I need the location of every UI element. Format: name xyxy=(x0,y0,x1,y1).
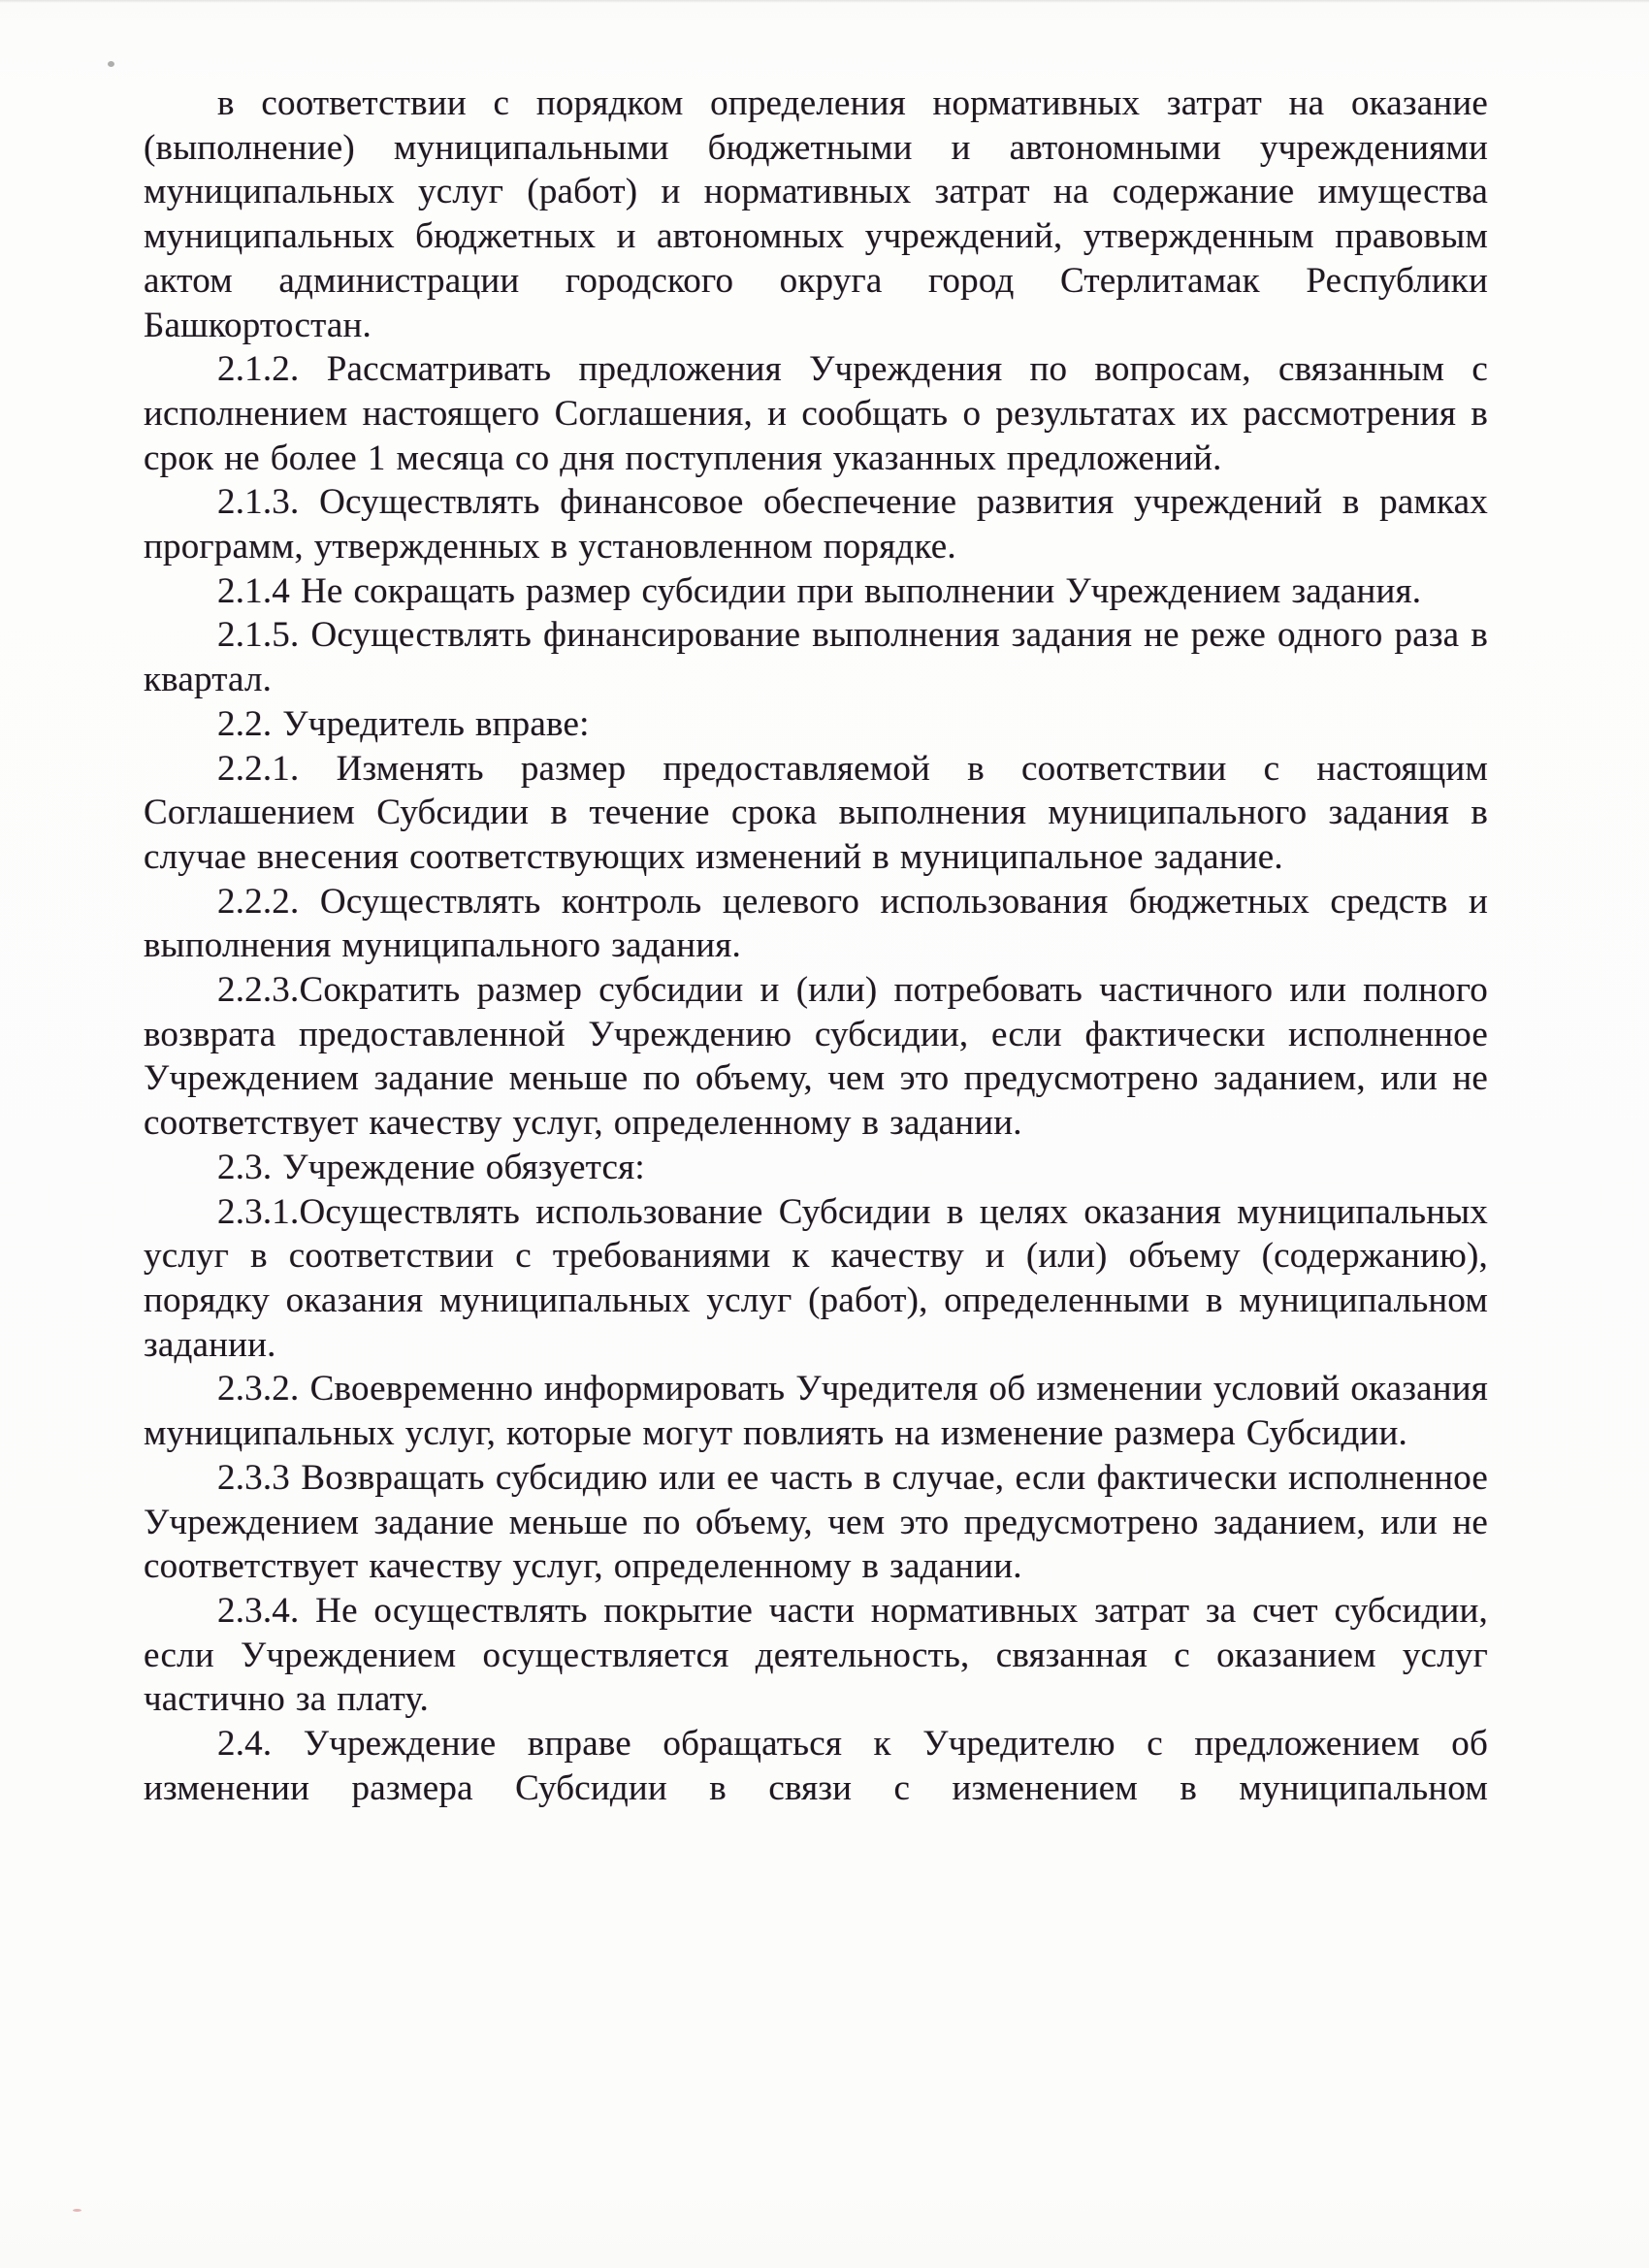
paragraph-2-2-2: 2.2.2. Осуществлять контроль целевого использования бюджетных средств и выполнения муниципального задания. xyxy=(144,881,1488,966)
paragraph-2-1-4: 2.1.4 Не сокращать размер субсидии при выполнении Учреждением задания. xyxy=(217,570,1422,611)
paragraph-2-4: 2.4. Учреждение вправе обращаться к Учредителю с предложением об изменении размера Субсидии в связи с изменением в муниципальном xyxy=(144,1724,1488,1808)
paragraph-2-3-2: 2.3.2. Своевременно информировать Учредителя об изменении условий оказания муниципальных услуг, которые могут повлиять на изменение размера Субсидии. xyxy=(144,1369,1488,1454)
paragraph-2-1-2: 2.1.2. Рассматривать предложения Учреждения по вопросам, связанным с исполнением настоящего Соглашения, и сообщать о результатах их рассмотрения в срок не более 1 месяца со дня поступления указанных предложений. xyxy=(144,349,1488,478)
paragraph-2-3-3: 2.3.3 Возвращать субсидию или ее часть в случае, если фактически исполненное Учреждением задание меньше по объему, чем это предусмотрено заданием, или не соответствует качеству услуг, определенному в задании. xyxy=(144,1457,1488,1587)
paragraph-2-3-1: 2.3.1.Осуществлять использование Субсидии в целях оказания муниципальных услуг в соответствии с требованиями к качеству и (или) объему (содержанию), порядку оказания муниципальных услуг (работ), определенными в муниципальном задании. xyxy=(144,1191,1488,1365)
scan-edge-shadow xyxy=(0,0,1649,3)
paragraph-2-3-4: 2.3.4. Не осуществлять покрытие части нормативных затрат за счет субсидии, если Учреждением осуществляется деятельность, связанная с оказанием услуг частично за плату. xyxy=(144,1590,1488,1720)
scan-speck xyxy=(108,61,114,67)
paragraph-2-1-3: 2.1.3. Осуществлять финансовое обеспечение развития учреждений в рамках программ, утвержденных в установленном порядке. xyxy=(144,482,1488,567)
paragraph-2-2: 2.2. Учредитель вправе: xyxy=(217,703,590,744)
scan-speck xyxy=(73,2209,81,2212)
paragraph-2-2-3: 2.2.3.Сократить размер субсидии и (или) потребовать частичного или полного возврата предоставленной Учреждению субсидии, если фактически исполненное Учреждением задание меньше по объему, чем это предусмотрено заданием, или не соответствует качеству услуг, определенному в задании. xyxy=(144,970,1488,1144)
paragraph-continuation: в соответствии с порядком определения нормативных затрат на оказание (выполнение) муниципальными бюджетными и автономными учреждениями муниципальных услуг (работ) и нормативных затрат на содержание имущества муниципальных бюджетных и автономных учреждений, утвержденным правовым актом администрации городского округа город Стерлитамак Республики Башкортостан. xyxy=(144,83,1488,345)
paragraph-2-2-1: 2.2.1. Изменять размер предоставляемой в соответствии с настоящим Соглашением Субсидии в течение срока выполнения муниципального задания в случае внесения соответствующих изменений в муниципальное задание. xyxy=(144,748,1488,877)
paragraph-2-1-5: 2.1.5. Осуществлять финансирование выполнения задания не реже одного раза в квартал. xyxy=(144,615,1488,700)
document-text-block xyxy=(144,81,1488,1810)
paragraph-2-3: 2.3. Учреждение обязуется: xyxy=(217,1147,645,1187)
